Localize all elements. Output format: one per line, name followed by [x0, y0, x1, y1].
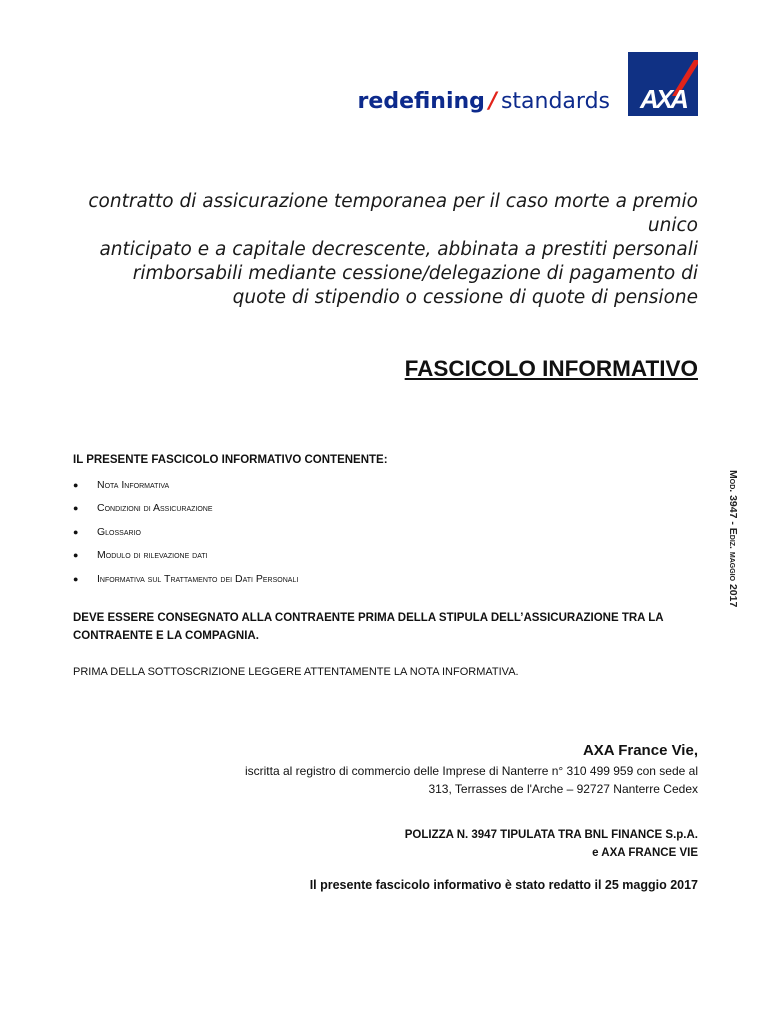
axa-logo-icon	[628, 52, 698, 116]
subtitle-line: anticipato e a capitale decrescente, abbinata a prestiti personali	[99, 239, 698, 260]
side-note-text: Mod. 3947 - Ediz. maggio 2017	[727, 470, 739, 608]
bullet-icon: ●	[73, 550, 79, 561]
page-title: FASCICOLO INFORMATIVO	[404, 356, 698, 381]
list-item-label: Informativa sul Trattamento dei Dati Personali	[97, 572, 299, 585]
delivery-notice: DEVE ESSERE CONSEGNATO ALLA CONTRAENTE PRIMA DELLA STIPULA DELL’ASSICURAZIONE TRA LA CONTRAENTE E LA COMPAGNIA.	[73, 612, 664, 642]
tagline-slash: /	[488, 89, 497, 114]
company-address-line: 313, Terrasses de l'Arche – 92727 Nanterre Cedex	[428, 782, 698, 796]
tagline-bold: redefining	[357, 89, 485, 114]
contents-heading: IL PRESENTE FASCICOLO INFORMATIVO CONTENENTE:	[73, 454, 388, 466]
company-name: AXA France Vie	[582, 742, 694, 759]
list-item-label: Nota Informativa	[97, 478, 170, 491]
policy-block	[405, 826, 698, 862]
subtitle-line: rimborsabili mediante cessione/delegazione di pagamento di	[132, 263, 698, 284]
subtitle-line: contratto di assicurazione temporanea per il caso morte a premio unico	[88, 191, 698, 236]
document-subtitle	[58, 190, 698, 310]
list-item	[73, 567, 298, 591]
edition-date: Il presente fascicolo informativo è stato redatto il 25 maggio 2017	[309, 878, 698, 892]
company-name-line	[245, 740, 698, 762]
tagline	[358, 89, 610, 114]
contents-list	[73, 473, 298, 591]
bullet-icon: ●	[73, 479, 79, 490]
list-item	[73, 520, 298, 544]
company-address-line: iscritta al registro di commercio delle Imprese di Nanterre n° 310 499 959 con sede al	[244, 764, 698, 778]
company-name-suffix: ,	[693, 742, 698, 759]
axa-logo	[628, 52, 698, 116]
list-item	[73, 473, 298, 497]
company-block	[245, 740, 698, 798]
list-item-label: Glossario	[97, 525, 141, 538]
list-item	[73, 497, 298, 521]
read-notice: PRIMA DELLA SOTTOSCRIZIONE LEGGERE ATTENTAMENTE LA NOTA INFORMATIVA.	[73, 666, 519, 678]
list-item-label: Modulo di rilevazione dati	[97, 549, 208, 562]
policy-line: POLIZZA N. 3947 TIPULATA TRA BNL FINANCE S.p.A.	[404, 829, 698, 841]
bullet-icon: ●	[73, 526, 79, 537]
policy-line: e AXA FRANCE VIE	[592, 847, 698, 859]
list-item-label: Condizioni di Assicurazione	[97, 502, 213, 515]
subtitle-line: quote di stipendio o cessione di quote di pensione	[232, 287, 698, 308]
edition-side-note	[725, 470, 739, 610]
bullet-icon: ●	[73, 573, 79, 584]
header-logo-group	[358, 52, 698, 116]
list-item	[73, 544, 298, 568]
tagline-regular: standards	[500, 89, 610, 114]
axa-logo-text: AXA	[640, 84, 686, 114]
bullet-icon: ●	[73, 503, 79, 514]
